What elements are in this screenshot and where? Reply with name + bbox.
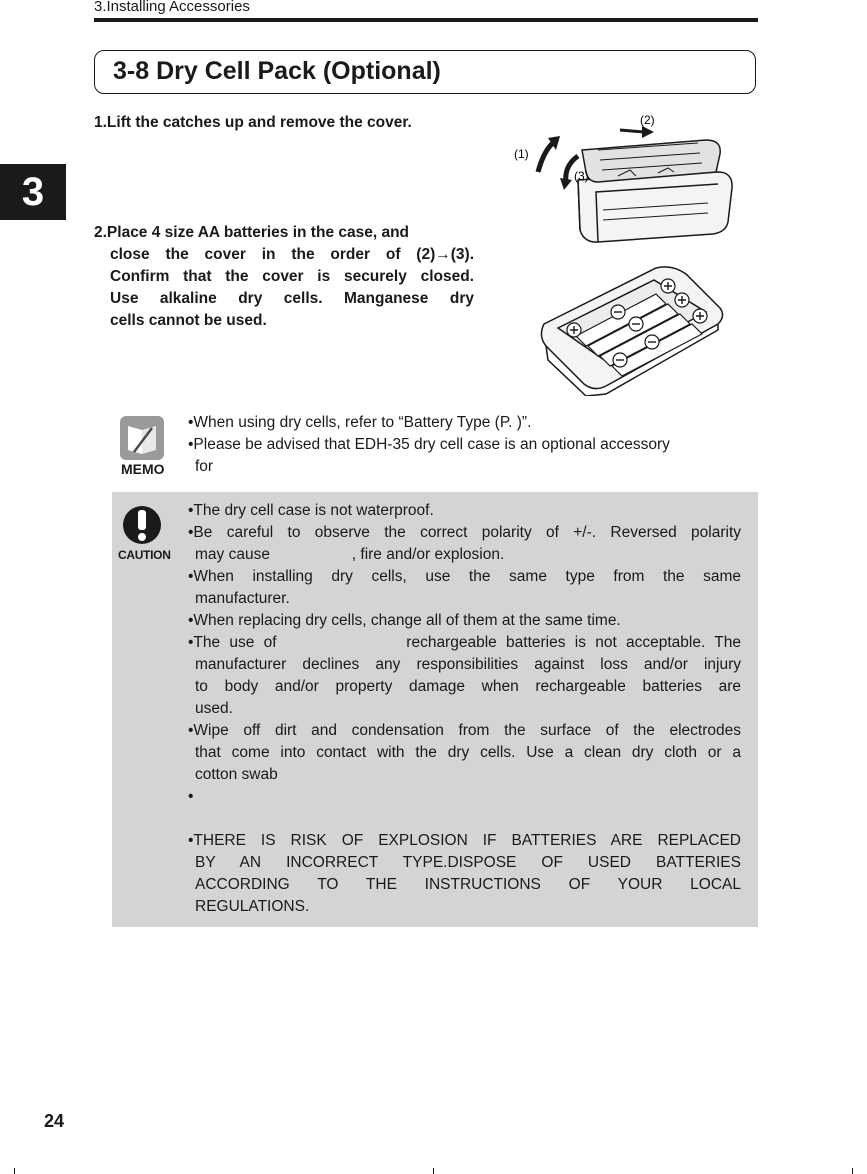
- caution-line: •When installing dry cells, use the same type from the same: [188, 568, 741, 585]
- step-2-line: close the cover in the order of (2)→(3).: [110, 246, 474, 263]
- caution-line: •: [188, 788, 194, 805]
- caution-item: [188, 566, 741, 610]
- caution-item: [188, 830, 741, 918]
- caution-line: •THERE IS RISK OF EXPLOSION IF BATTERIES ARE REPLACED: [188, 832, 741, 849]
- crop-mark: [433, 1168, 434, 1174]
- memo-line: for: [195, 458, 214, 475]
- caution-item: [188, 500, 741, 522]
- caution-line: •When replacing dry cells, change all of them at the same time.: [188, 612, 621, 629]
- title-box: [94, 50, 756, 94]
- step-2-line: 2.Place 4 size AA batteries in the case, and: [94, 224, 410, 241]
- cover-removal-illustration: [508, 110, 738, 260]
- battery-tray-illustration: [536, 264, 726, 396]
- caution-line: REGULATIONS.: [195, 898, 310, 915]
- header-rule: [94, 18, 758, 22]
- illustration-label-2: (2): [640, 113, 655, 127]
- caution-item: [188, 610, 741, 632]
- memo-label: MEMO: [121, 461, 165, 477]
- step-1: 1.Lift the catches up and remove the cover.: [94, 114, 412, 131]
- caution-item: [188, 632, 741, 720]
- chapter-tab: 3: [0, 164, 66, 220]
- caution-line: cotton swab: [195, 766, 278, 783]
- step-2: [94, 222, 474, 332]
- caution-line: manufacturer declines any responsibilities against loss and/or injury: [195, 656, 741, 673]
- memo-line: •When using dry cells, refer to “Battery Type (P. )”.: [188, 414, 532, 431]
- memo-text: [188, 412, 758, 478]
- caution-line: •The dry cell case is not waterproof.: [188, 502, 434, 519]
- caution-item: [188, 786, 741, 808]
- caution-line: ACCORDING TO THE INSTRUCTIONS OF YOUR LOCAL: [195, 876, 741, 893]
- step-2-line: Confirm that the cover is securely closed.: [110, 268, 474, 285]
- memo-line: •Please be advised that EDH-35 dry cell case is an optional accessory: [188, 436, 670, 453]
- caution-item: [188, 720, 741, 786]
- caution-item: [188, 522, 741, 566]
- caution-line: •Be careful to observe the correct polarity of +/-. Reversed polarity: [188, 524, 741, 541]
- crop-mark: [14, 1168, 15, 1174]
- caution-line: BY AN INCORRECT TYPE.DISPOSE OF USED BATTERIES: [195, 854, 741, 871]
- caution-line: to body and/or property damage when rechargeable batteries are: [195, 678, 741, 695]
- caution-line: •The use of rechargeable batteries is not acceptable. The: [188, 634, 741, 651]
- section-header: 3.Installing Accessories: [94, 0, 250, 15]
- illustration-label-3: (3): [574, 169, 589, 183]
- step-2-line: cells cannot be used.: [110, 312, 267, 329]
- caution-line: •Wipe off dirt and condensation from the surface of the electrodes: [188, 722, 741, 739]
- caution-spacer: [188, 808, 741, 830]
- step-2-line: Use alkaline dry cells. Manganese dry: [110, 290, 474, 307]
- page-title: 3-8 Dry Cell Pack (Optional): [113, 57, 441, 85]
- caution-list: [188, 500, 741, 918]
- caution-line: may cause , fire and/or explosion.: [195, 546, 505, 563]
- caution-icon: [122, 502, 162, 548]
- caution-label: CAUTION: [118, 548, 171, 562]
- illustration-label-1: (1): [514, 147, 529, 161]
- caution-line: used.: [195, 700, 233, 717]
- caution-line: manufacturer.: [195, 590, 290, 607]
- crop-mark: [852, 1168, 853, 1174]
- page-number: 24: [44, 1111, 65, 1131]
- caution-line: that come into contact with the dry cells. Use a clean dry cloth or a: [195, 744, 741, 761]
